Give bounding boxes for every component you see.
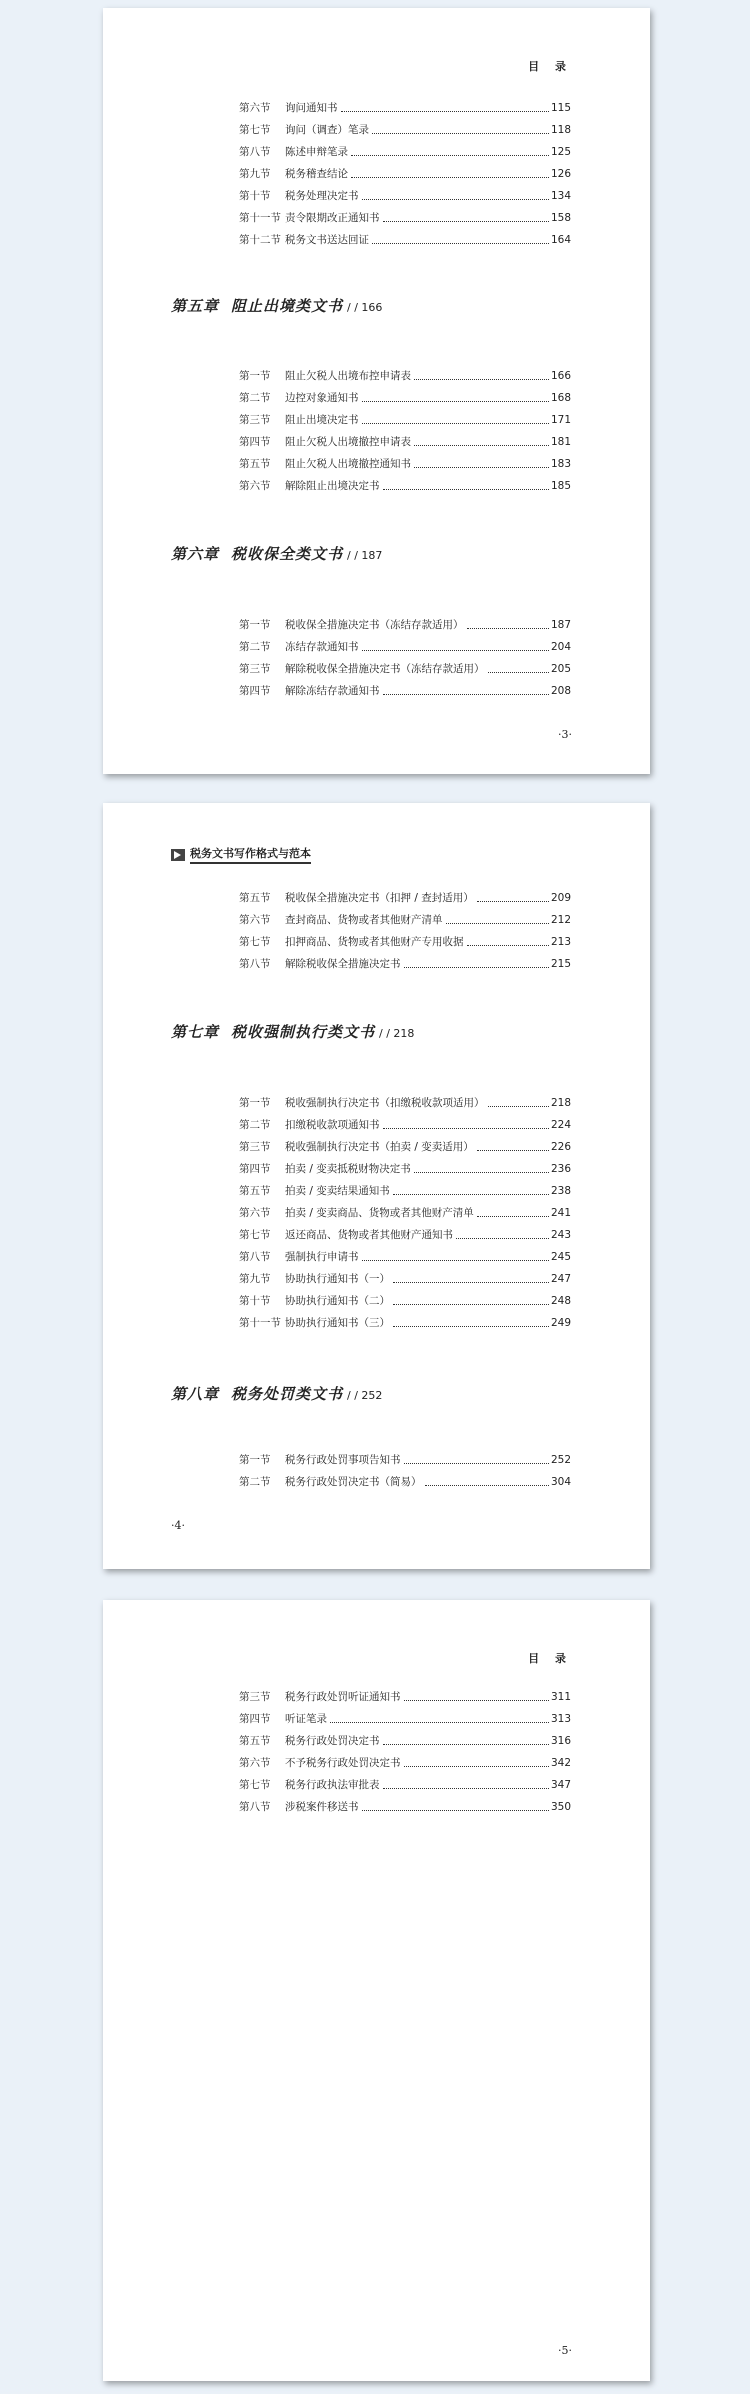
section-title: 协助执行通知书（三） bbox=[285, 1317, 390, 1329]
section-number: 第三节 bbox=[239, 1141, 271, 1153]
section-number: 第十一节 bbox=[239, 1317, 281, 1329]
page-number: 248 bbox=[550, 1295, 571, 1307]
section-title: 协助执行通知书（二） bbox=[285, 1295, 390, 1307]
section-number: 第八节 bbox=[239, 146, 271, 158]
section-title: 阻止欠税人出境布控申请表 bbox=[285, 370, 411, 382]
toc-entry[interactable] bbox=[239, 115, 571, 137]
leader-dots bbox=[362, 1260, 549, 1261]
page-number: 125 bbox=[550, 146, 571, 158]
leader-dots bbox=[383, 1744, 549, 1745]
toc-entry[interactable] bbox=[239, 1704, 571, 1726]
section-title: 拍卖 / 变卖抵税财物决定书 bbox=[285, 1163, 411, 1175]
section-title: 返还商品、货物或者其他财产通知书 bbox=[285, 1229, 453, 1241]
page-number: 342 bbox=[550, 1757, 571, 1769]
play-arrow-icon bbox=[171, 849, 185, 861]
section-title: 拍卖 / 变卖商品、货物或者其他财产清单 bbox=[285, 1207, 474, 1219]
page-number: 208 bbox=[550, 685, 571, 697]
section-number: 第一节 bbox=[239, 370, 271, 382]
entry-list bbox=[239, 1682, 571, 1814]
section-number: 第八节 bbox=[239, 1801, 271, 1813]
page-number: 236 bbox=[550, 1163, 571, 1175]
section-title: 询问（调查）笔录 bbox=[285, 124, 369, 136]
toc-entry[interactable] bbox=[239, 632, 571, 654]
page-number: 350 bbox=[550, 1801, 571, 1813]
toc-entry[interactable] bbox=[239, 1110, 571, 1132]
toc-entry[interactable] bbox=[239, 949, 571, 971]
section-title: 责令限期改正通知书 bbox=[285, 212, 380, 224]
leader-dots bbox=[362, 423, 549, 424]
section-number: 第一节 bbox=[239, 1097, 271, 1109]
section-number: 第七节 bbox=[239, 936, 271, 948]
toc-entry[interactable] bbox=[239, 93, 571, 115]
section-title: 阻止欠税人出境撤控通知书 bbox=[285, 458, 411, 470]
leader-dots bbox=[404, 1700, 549, 1701]
section-title: 边控对象通知书 bbox=[285, 392, 359, 404]
section-number: 第五节 bbox=[239, 458, 271, 470]
page-number: 187 bbox=[550, 619, 571, 631]
toc-entry[interactable] bbox=[239, 471, 571, 493]
toc-entry[interactable] bbox=[239, 383, 571, 405]
section-number: 第八节 bbox=[239, 1251, 271, 1263]
section-number: 第七节 bbox=[239, 1229, 271, 1241]
section-number: 第七节 bbox=[239, 1779, 271, 1791]
section-title: 听证笔录 bbox=[285, 1713, 327, 1725]
section-title: 询问通知书 bbox=[285, 102, 338, 114]
leader-dots bbox=[372, 243, 549, 244]
toc-entry[interactable] bbox=[239, 203, 571, 225]
leader-dots bbox=[414, 467, 549, 468]
toc-page-4 bbox=[103, 803, 650, 1569]
page-folio: ·3· bbox=[558, 728, 572, 741]
book-title: 税务文书写作格式与范本 bbox=[190, 845, 311, 864]
toc-entry[interactable] bbox=[239, 1286, 571, 1308]
leader-dots bbox=[477, 1150, 549, 1151]
page-number: 204 bbox=[550, 641, 571, 653]
section-number: 第二节 bbox=[239, 1476, 271, 1488]
section-number: 第十一节 bbox=[239, 212, 281, 224]
toc-entry[interactable] bbox=[239, 225, 571, 247]
leader-dots bbox=[393, 1194, 549, 1195]
section-title: 税务稽查结论 bbox=[285, 168, 348, 180]
toc-entry[interactable] bbox=[239, 1748, 571, 1770]
toc-entry[interactable] bbox=[239, 1682, 571, 1704]
section-number: 第四节 bbox=[239, 436, 271, 448]
leader-dots bbox=[383, 221, 549, 222]
chapter-title: 税收强制执行类文书 bbox=[231, 1023, 376, 1041]
toc-entry[interactable] bbox=[239, 1154, 571, 1176]
section-number: 第三节 bbox=[239, 1691, 271, 1703]
page-number: 212 bbox=[550, 914, 571, 926]
section-number: 第一节 bbox=[239, 1454, 271, 1466]
page-number: 126 bbox=[550, 168, 571, 180]
section-number: 第八节 bbox=[239, 958, 271, 970]
leader-dots bbox=[446, 923, 549, 924]
section-title: 涉税案件移送书 bbox=[285, 1801, 359, 1813]
page-number: 316 bbox=[550, 1735, 571, 1747]
toc-entry[interactable] bbox=[239, 405, 571, 427]
toc-entry[interactable] bbox=[239, 159, 571, 181]
leader-dots bbox=[351, 177, 549, 178]
section-title: 税务行政处罚决定书（简易） bbox=[285, 1476, 422, 1488]
section-number: 第六节 bbox=[239, 1757, 271, 1769]
section-number: 第四节 bbox=[239, 1163, 271, 1175]
page-number: 245 bbox=[550, 1251, 571, 1263]
leader-dots bbox=[467, 628, 549, 629]
page-number: 166 bbox=[550, 370, 571, 382]
leader-dots bbox=[414, 445, 549, 446]
entry-list bbox=[239, 361, 571, 493]
toc-entry[interactable] bbox=[239, 1445, 571, 1467]
leader-dots bbox=[456, 1238, 549, 1239]
page-number: 252 bbox=[550, 1454, 571, 1466]
section-title: 解除税收保全措施决定书 bbox=[285, 958, 401, 970]
leader-dots bbox=[362, 1810, 549, 1811]
leader-dots bbox=[393, 1326, 549, 1327]
section-title: 扣押商品、货物或者其他财产专用收据 bbox=[285, 936, 464, 948]
section-number: 第三节 bbox=[239, 414, 271, 426]
section-title: 税务行政处罚事项告知书 bbox=[285, 1454, 401, 1466]
section-number: 第五节 bbox=[239, 1735, 271, 1747]
running-header: 目 录 bbox=[528, 60, 572, 73]
page-number: 115 bbox=[550, 102, 571, 114]
entry-list bbox=[239, 883, 571, 971]
page-number: 243 bbox=[550, 1229, 571, 1241]
section-number: 第四节 bbox=[239, 685, 271, 697]
toc-page-3 bbox=[103, 8, 650, 774]
leader-dots bbox=[477, 901, 549, 902]
section-number: 第二节 bbox=[239, 392, 271, 404]
section-title: 税收强制执行决定书（拍卖 / 变卖适用） bbox=[285, 1141, 474, 1153]
page-number: 181 bbox=[550, 436, 571, 448]
toc-entry[interactable] bbox=[239, 1220, 571, 1242]
leader-dots bbox=[414, 379, 549, 380]
section-title: 税收强制执行决定书（扣缴税收款项适用） bbox=[285, 1097, 485, 1109]
entry-list bbox=[239, 1088, 571, 1330]
toc-entry[interactable] bbox=[239, 1264, 571, 1286]
page-number: 238 bbox=[550, 1185, 571, 1197]
section-title: 不予税务行政处罚决定书 bbox=[285, 1757, 401, 1769]
toc-entry[interactable] bbox=[239, 449, 571, 471]
chapter-number: 第八章 bbox=[171, 1385, 220, 1403]
toc-page-5 bbox=[103, 1600, 650, 2381]
page-folio: ·5· bbox=[558, 2344, 572, 2357]
section-title: 税务行政执法审批表 bbox=[285, 1779, 380, 1791]
toc-entry[interactable] bbox=[239, 1176, 571, 1198]
chapter-page: / / 187 bbox=[347, 549, 383, 562]
section-number: 第四节 bbox=[239, 1713, 271, 1725]
leader-dots bbox=[425, 1485, 549, 1486]
entry-list bbox=[239, 93, 571, 247]
section-title: 税务行政处罚听证通知书 bbox=[285, 1691, 401, 1703]
leader-dots bbox=[393, 1282, 549, 1283]
chapter-heading[interactable] bbox=[171, 1021, 414, 1042]
toc-entry[interactable] bbox=[239, 1308, 571, 1330]
leader-dots bbox=[404, 1463, 549, 1464]
toc-entry[interactable] bbox=[239, 676, 571, 698]
section-number: 第六节 bbox=[239, 1207, 271, 1219]
page-number: 224 bbox=[550, 1119, 571, 1131]
toc-entry[interactable] bbox=[239, 1132, 571, 1154]
page-number: 304 bbox=[550, 1476, 571, 1488]
section-title: 冻结存款通知书 bbox=[285, 641, 359, 653]
leader-dots bbox=[383, 1788, 549, 1789]
leader-dots bbox=[362, 650, 549, 651]
chapter-page: / / 252 bbox=[347, 1389, 383, 1402]
page-number: 168 bbox=[550, 392, 571, 404]
chapter-page: / / 218 bbox=[379, 1027, 415, 1040]
page-number: 247 bbox=[550, 1273, 571, 1285]
toc-entry[interactable] bbox=[239, 1088, 571, 1110]
page-number: 215 bbox=[550, 958, 571, 970]
leader-dots bbox=[330, 1722, 549, 1723]
book-title-header bbox=[171, 845, 311, 864]
leader-dots bbox=[477, 1216, 549, 1217]
section-number: 第六节 bbox=[239, 102, 271, 114]
page-number: 185 bbox=[550, 480, 571, 492]
page-number: 213 bbox=[550, 936, 571, 948]
page-number: 171 bbox=[550, 414, 571, 426]
chapter-number: 第六章 bbox=[171, 545, 220, 563]
toc-entry[interactable] bbox=[239, 905, 571, 927]
section-title: 陈述申辩笔录 bbox=[285, 146, 348, 158]
section-title: 强制执行申请书 bbox=[285, 1251, 359, 1263]
chapter-heading[interactable] bbox=[171, 543, 382, 564]
toc-entry[interactable] bbox=[239, 654, 571, 676]
section-number: 第九节 bbox=[239, 168, 271, 180]
chapter-number: 第五章 bbox=[171, 297, 220, 315]
section-title: 阻止出境决定书 bbox=[285, 414, 359, 426]
section-number: 第一节 bbox=[239, 619, 271, 631]
page-number: 183 bbox=[550, 458, 571, 470]
page-folio: ·4· bbox=[171, 1519, 185, 1532]
leader-dots bbox=[393, 1304, 549, 1305]
section-number: 第五节 bbox=[239, 1185, 271, 1197]
leader-dots bbox=[351, 155, 549, 156]
leader-dots bbox=[383, 694, 549, 695]
toc-entry[interactable] bbox=[239, 137, 571, 159]
section-title: 协助执行通知书（一） bbox=[285, 1273, 390, 1285]
section-title: 税收保全措施决定书（扣押 / 查封适用） bbox=[285, 892, 474, 904]
page-number: 205 bbox=[550, 663, 571, 675]
section-number: 第六节 bbox=[239, 480, 271, 492]
chapter-heading[interactable] bbox=[171, 1383, 382, 1404]
leader-dots bbox=[362, 199, 549, 200]
section-title: 税务行政处罚决定书 bbox=[285, 1735, 380, 1747]
toc-entry[interactable] bbox=[239, 927, 571, 949]
section-number: 第三节 bbox=[239, 663, 271, 675]
entry-list bbox=[239, 610, 571, 698]
page-number: 347 bbox=[550, 1779, 571, 1791]
toc-entry[interactable] bbox=[239, 361, 571, 383]
leader-dots bbox=[362, 401, 549, 402]
chapter-title: 税收保全类文书 bbox=[231, 545, 344, 563]
section-number: 第七节 bbox=[239, 124, 271, 136]
toc-entry[interactable] bbox=[239, 427, 571, 449]
section-number: 第九节 bbox=[239, 1273, 271, 1285]
leader-dots bbox=[467, 945, 549, 946]
toc-entry[interactable] bbox=[239, 1726, 571, 1748]
section-number: 第二节 bbox=[239, 641, 271, 653]
section-number: 第二节 bbox=[239, 1119, 271, 1131]
chapter-page: / / 166 bbox=[347, 301, 383, 314]
section-title: 阻止欠税人出境撤控申请表 bbox=[285, 436, 411, 448]
page-number: 241 bbox=[550, 1207, 571, 1219]
section-title: 扣缴税收款项通知书 bbox=[285, 1119, 380, 1131]
chapter-title: 税务处罚类文书 bbox=[231, 1385, 344, 1403]
toc-entry[interactable] bbox=[239, 181, 571, 203]
leader-dots bbox=[383, 489, 549, 490]
section-number: 第十节 bbox=[239, 1295, 271, 1307]
leader-dots bbox=[341, 111, 549, 112]
page-number: 313 bbox=[550, 1713, 571, 1725]
leader-dots bbox=[383, 1128, 549, 1129]
toc-entry[interactable] bbox=[239, 883, 571, 905]
leader-dots bbox=[488, 1106, 549, 1107]
leader-dots bbox=[488, 672, 549, 673]
entry-list bbox=[239, 1445, 571, 1489]
section-title: 解除冻结存款通知书 bbox=[285, 685, 380, 697]
page-number: 311 bbox=[550, 1691, 571, 1703]
section-title: 解除阻止出境决定书 bbox=[285, 480, 380, 492]
page-number: 158 bbox=[550, 212, 571, 224]
section-title: 税务文书送达回证 bbox=[285, 234, 369, 246]
leader-dots bbox=[372, 133, 549, 134]
toc-entry[interactable] bbox=[239, 610, 571, 632]
toc-entry[interactable] bbox=[239, 1792, 571, 1814]
page-number: 164 bbox=[550, 234, 571, 246]
chapter-number: 第七章 bbox=[171, 1023, 220, 1041]
page-number: 249 bbox=[550, 1317, 571, 1329]
section-title: 税务处理决定书 bbox=[285, 190, 359, 202]
toc-entry[interactable] bbox=[239, 1198, 571, 1220]
section-number: 第五节 bbox=[239, 892, 271, 904]
section-title: 查封商品、货物或者其他财产清单 bbox=[285, 914, 443, 926]
page-number: 134 bbox=[550, 190, 571, 202]
section-title: 税收保全措施决定书（冻结存款适用） bbox=[285, 619, 464, 631]
leader-dots bbox=[404, 967, 549, 968]
section-number: 第十节 bbox=[239, 190, 271, 202]
section-number: 第十二节 bbox=[239, 234, 281, 246]
page-number: 226 bbox=[550, 1141, 571, 1153]
page-number: 118 bbox=[550, 124, 571, 136]
section-title: 解除税收保全措施决定书（冻结存款适用） bbox=[285, 663, 485, 675]
leader-dots bbox=[404, 1766, 549, 1767]
toc-entry[interactable] bbox=[239, 1467, 571, 1489]
page-number: 218 bbox=[550, 1097, 571, 1109]
chapter-title: 阻止出境类文书 bbox=[231, 297, 344, 315]
section-title: 拍卖 / 变卖结果通知书 bbox=[285, 1185, 390, 1197]
toc-entry[interactable] bbox=[239, 1770, 571, 1792]
leader-dots bbox=[414, 1172, 549, 1173]
chapter-heading[interactable] bbox=[171, 295, 382, 316]
toc-entry[interactable] bbox=[239, 1242, 571, 1264]
section-number: 第六节 bbox=[239, 914, 271, 926]
page-number: 209 bbox=[550, 892, 571, 904]
running-header: 目 录 bbox=[528, 1652, 572, 1665]
